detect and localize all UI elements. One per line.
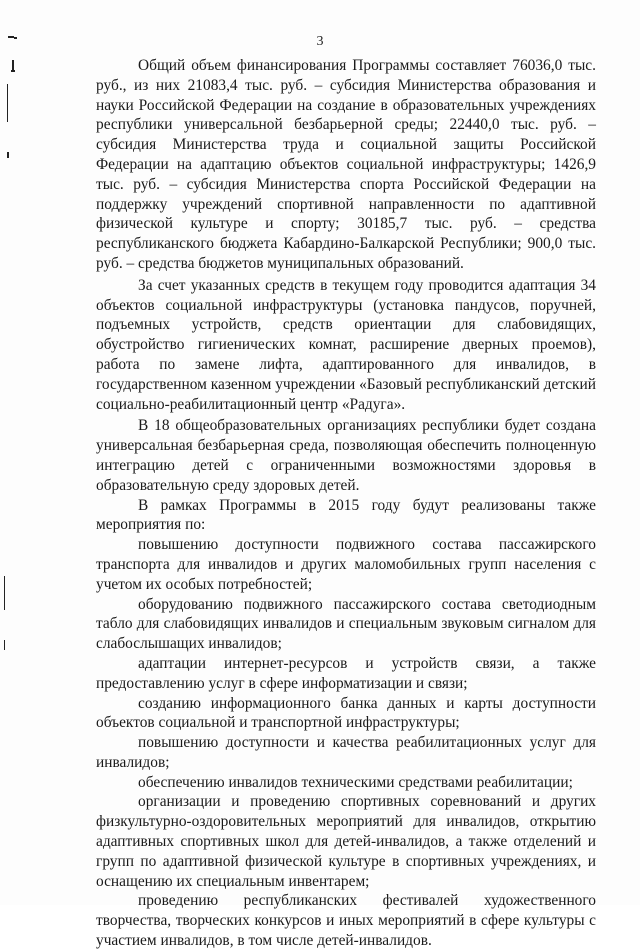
scan-artifact — [4, 640, 5, 650]
paragraph-schools: В 18 общеобразовательных организациях республики будет создана универсальная безбарьерная среда, позволяющая обеспечить полноценную интеграцию детей с ограниченными возможностями здоровья в образовательную среду здоровых детей. — [96, 417, 596, 494]
page-number: 3 — [316, 34, 324, 49]
paragraph-financing: Общий объем финансирования Программы составляет 76036,0 тыс. руб., из них 21083,4 тыс. руб. – субсидия Министерства образования и науки Российской Федерации на создание в образовательных учреждениях республики универсальной безбарьерной среды; 22440,0 тыс. руб. – субсидия Министерства труда и социальной защиты Российской Федерации на адаптацию объектов социальной инфраструктуры; 1426,9 тыс. руб. – субсидия Министерства спорта Российской Федерации на поддержку учреждений спортивной направленности по адаптивной физической культуре и спорту; 30185,7 тыс. руб. – средства республиканского бюджета Кабардино-Балкарской Республики; 900,0 тыс. руб. – средства бюджетов муниципальных образований. — [96, 57, 596, 272]
list-item: организации и проведению спортивных соревнований и других физкультурно-оздоровительных мероприятий для инвалидов, открытию адаптивных спортивных школ для детей-инвалидов, а также отделений и групп по адаптивной физической культуре в спортивных учреждениях, и оснащению их специальным инвентарем; — [96, 793, 596, 890]
list-item: повышению доступности и качества реабилитационных услуг для инвалидов; — [96, 734, 596, 771]
scan-artifact — [12, 60, 14, 70]
scan-artifact — [4, 576, 5, 610]
document-body — [96, 56, 596, 951]
list-item: оборудованию подвижного пассажирского состава светодиодным табло для слабовидящих инвалидов и специальным звуковым сигналом для слабослышащих инвалидов; — [96, 595, 596, 653]
paragraph-program-measures: В рамках Программы в 2015 году будут реализованы также мероприятия по: — [96, 496, 596, 534]
list-item: повышению доступности подвижного состава пассажирского транспорта для инвалидов и других маломобильных групп населения с учетом их особых потребностей; — [96, 536, 596, 593]
scan-artifact — [11, 70, 15, 72]
paragraph-adaptation: За счет указанных средств в текущем году проводится адаптация 34 объектов социальной инфраструктуры (установка пандусов, поручней, подъемных устройств, средств ориентации для слабовидящих, обустройство гигиенических комнат, расширение дверных проемов), работа по замене лифта, адаптированного для инвалидов, в государственном казенном учреждении «Базовый республиканский детский социально-реабилитационный центр «Радуга». — [96, 276, 596, 413]
list-item: обеспечению инвалидов техническими средствами реабилитации; — [138, 773, 573, 791]
list-item: созданию информационного банка данных и карты доступности объектов социальной и транспортной инфраструктуры; — [96, 694, 596, 732]
list-item: проведению республиканских фестивалей художественного творчества, творческих конкурсов и иных мероприятий в сфере культуры с участием инвалидов, в том числе детей-инвалидов. — [96, 892, 596, 950]
scan-artifact — [7, 84, 8, 122]
list-item: адаптации интернет-ресурсов и устройств связи, а также предоставлению услуг в сфере информатизации и связи; — [96, 654, 596, 692]
scan-artifact — [7, 152, 9, 158]
